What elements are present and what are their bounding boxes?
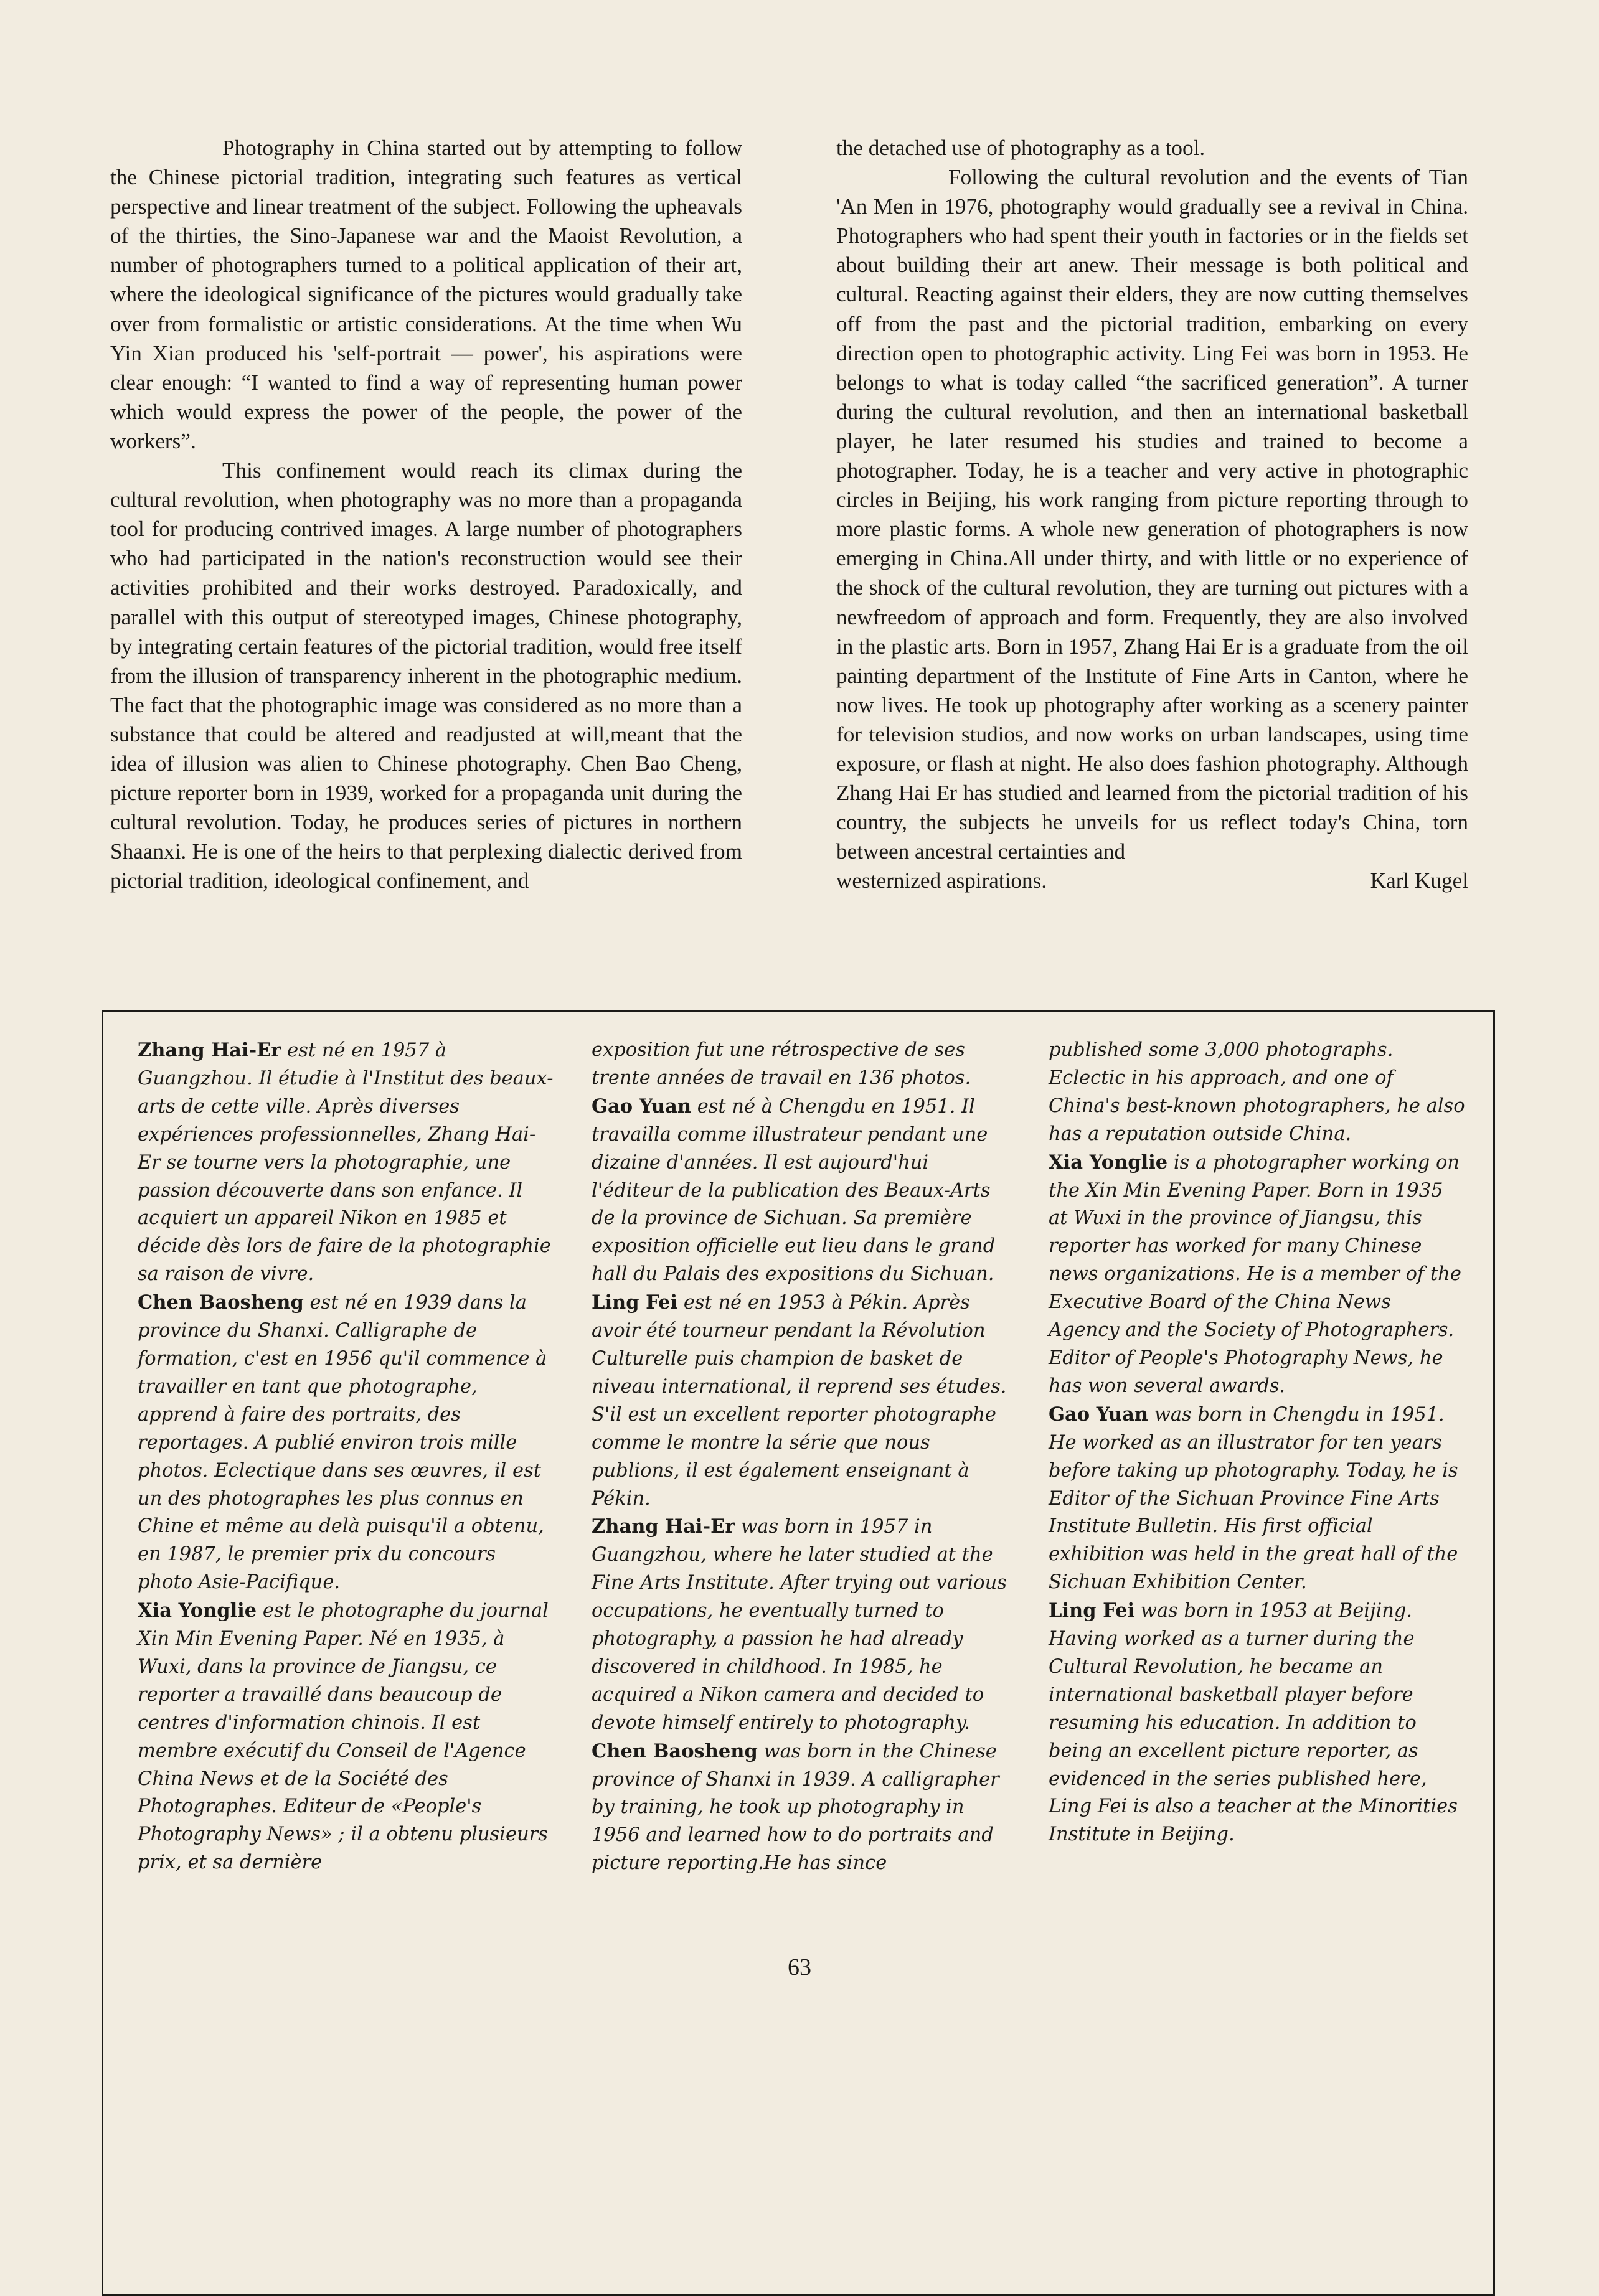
page-number: 63: [788, 1954, 811, 1980]
essay-column-left: [110, 133, 742, 895]
bio-name: Xia Yonglie: [138, 1599, 257, 1622]
bio-entry: [138, 1037, 555, 1289]
essay-paragraph: Photography in China started out by attempting to follow the Chinese pictorial tradition, integrating such features as vertical perspective and linear treatment of the subject. Following the upheavals of the thirties, the Sino-Japanese war and the Maoist Revolution, a number of photographers turned to a political application of their art, where the ideological significance of the pictures would gradually take over from formalistic or artistic considerations. At the time when Wu Yin Xian produced his 'self-portrait — power', his aspirations were clear enough: “I wanted to find a way of representing human power which would express the power of the people, the power of the workers”.: [110, 136, 742, 453]
bio-text: was born in Chengdu in 1951. He worked as an illustrator for ten years before taking up photography. Today, he is Editor of the Sichuan Province Fine Arts Institute Bulletin. His first official exhibition was held in the great hall of the Sichuan Exhibition Center.: [1049, 1403, 1458, 1594]
bio-name: Chen Baosheng: [138, 1291, 304, 1314]
essay-author: Karl Kugel: [1370, 868, 1468, 893]
bio-text: is a photographer working on the Xin Min Evening Paper. Born in 1935 at Wuxi in the province of Jiangsu, this reporter has worked for many Chinese news organizations. He is a member of the Executive Board of the China News Agency and the Society of Photographers. Editor of People's Photography News, he has won several awards.: [1049, 1151, 1461, 1397]
bio-name: Zhang Hai-Er: [138, 1039, 281, 1061]
bio-entry: [592, 1513, 1009, 1737]
bio-entry: [138, 1289, 555, 1597]
bio-entry: [1049, 1037, 1466, 1149]
bio-text: est né en 1939 dans la province du Shanxi. Calligraphe de formation, c'est en 1956 qu'il commence à travailler en tant que photographe, apprend à faire des portraits, des reportages. A publié environ trois mille photos. Eclectique dans ses œuvres, il est un des photographes les plus connus en Chine et même au delà puisqu'il a obtenu, en 1987, le premier prix du concours photo Asie-Pacifique.: [138, 1292, 547, 1594]
bio-entry: [592, 1037, 1009, 1093]
bio-entry: [592, 1093, 1009, 1289]
essay-paragraph: This confinement would reach its climax during the cultural revolution, when photography was no more than a propaganda tool for producing contrived images. A large number of photographers who had participated in the nation's reconstruction would see their activities prohibited and their works destroyed. Paradoxically, and parallel with this output of stereotyped images, Chinese photography, by integrating certain features of the pictorial tradition, would free itself from the illusion of transparency inherent in the photographic medium. The fact that the photographic image was considered as no more than a substance that could be altered and readjusted at will,meant that the idea of illusion was alien to Chinese photography. Chen Bao Cheng, picture reporter born in 1939, worked for a propaganda unit during the cultural revolution. Today, he produces series of pictures in northern Shaanxi. He is one of the heirs to that perplexing dialectic derived from pictorial tradition, ideological confinement, and: [110, 458, 742, 893]
bio-name: Gao Yuan: [1049, 1403, 1149, 1426]
biographies-box: [102, 1010, 1495, 2296]
bio-text: est né en 1957 à Guangzhou. Il étudie à l'Institut des beaux-arts de cette ville. Après diverses expériences professionnelles, Zhang Hai-Er se tourne vers la photographie, une passion découverte dans son enfance. Il acquiert un appareil Nikon en 1985 et décide dès lors de faire de la photographie sa raison de vivre.: [138, 1040, 554, 1286]
bio-column-3: [1049, 1037, 1466, 1849]
essay-signature-line: [836, 866, 1468, 895]
bio-entry: [138, 1597, 555, 1877]
bio-entry: [1049, 1401, 1466, 1597]
bio-column-2: [592, 1037, 1009, 1878]
bio-text: was born in 1953 at Beijing. Having worked as a turner during the Cultural Revolution, he became an international basketball player before resuming his education. In addition to being an excellent picture reporter, as evidenced in the series published here, Ling Fei is also a teacher at the Minorities Institute in Beijing.: [1049, 1600, 1458, 1846]
essay-column-right: [836, 133, 1468, 895]
bio-text: est né en 1953 à Pékin. Après avoir été tourneur pendant la Révolution Culturelle puis champion de basket de niveau international, il reprend ses études. S'il est un excellent reporter photographe comme le montre la série que nous publions, il est également enseignant à Pékin.: [592, 1292, 1007, 1510]
bio-entry: [592, 1289, 1009, 1513]
bio-name: Zhang Hai-Er: [592, 1515, 735, 1538]
bio-name: Xia Yonglie: [1049, 1150, 1168, 1174]
bio-text: published some 3,000 photographs. Eclectic in his approach, and one of China's best-known photographers, he also has a reputation outside China.: [1049, 1039, 1465, 1145]
bio-text: est né à Chengdu en 1951. Il travailla comme illustrateur pendant une dizaine d'années. Il est aujourd'hui l'éditeur de la publication des Beaux-Arts de la province de Sichuan. Sa première exposition officielle eut lieu dans le grand hall du Palais des expositions du Sichuan.: [592, 1095, 996, 1286]
bio-name: Ling Fei: [592, 1291, 678, 1314]
bio-name: Gao Yuan: [592, 1094, 692, 1117]
bio-text: exposition fut une rétrospective de ses trente années de travail en 136 photos.: [592, 1039, 971, 1089]
bio-entry: [592, 1738, 1009, 1878]
bio-name: Ling Fei: [1049, 1599, 1135, 1622]
bio-name: Chen Baosheng: [592, 1739, 758, 1762]
bio-entry: [1049, 1597, 1466, 1849]
bio-entry: [1049, 1149, 1466, 1401]
bio-text: was born in the Chinese province of Shanxi in 1939. A calligrapher by training, he took up photography in 1956 and learned how to do portraits and picture reporting.He has since: [592, 1740, 999, 1875]
bio-column-1: [138, 1037, 555, 1877]
essay-paragraph: Following the cultural revolution and the events of Tian 'An Men in 1976, photography would gradually see a revival in China. Photographers who had spent their youth in factories or in the fields set about building their art anew. Their message is both political and cultural. Reacting against their elders, they are now cutting themselves off from the past and the pictorial tradition, embarking on every direction open to photographic activity. Ling Fei was born in 1953. He belongs to what is today called “the sacrificed generation”. A turner during the cultural revolution, and then an international basketball player, he later resumed his studies and trained to become a photographer. Today, he is a teacher and very active in photographic circles in Beijing, his work ranging from picture reporting through to more plastic forms. A whole new generation of photographers is now emerging in China.All under thirty, and with little or no experience of the shock of the cultural revolution, they are turning out pictures with a newfreedom of approach and form. Frequently, they are also involved in the plastic arts. Born in 1957, Zhang Hai Er is a graduate from the oil painting department of the Institute of Fine Arts in Canton, where he now lives. He took up photography after working as a scenery painter for television studios, and now works on urban landscapes, using time exposure, or flash at night. He also does fashion photography. Although Zhang Hai Er has studied and learned from the pictorial tradition of his country, the subjects he unveils for us reflect today's China, torn between ancestral certainties and: [836, 165, 1468, 864]
bio-text: est le photographe du journal Xin Min Evening Paper. Né en 1935, à Wuxi, dans la province de Jiangsu, ce reporter a travaillé dans beaucoup de centres d'information chinois. Il est membre exécutif du Conseil de l'Agence China News et de la Société des Photographes. Editeur de «People's Photography News» ; il a obtenu plusieurs prix, et sa dernière: [138, 1600, 549, 1874]
essay-last-line: westernized aspirations.: [836, 868, 1047, 893]
essay-continuation: the detached use of photography as a tool.: [836, 136, 1205, 160]
bio-text: was born in 1957 in Guangzhou, where he later studied at the Fine Arts Institute. After trying out various occupations, he eventually turned to photography, a passion he had already discovered in childhood. In 1985, he acquired a Nikon camera and decided to devote himself entirely to photography.: [592, 1516, 1007, 1734]
